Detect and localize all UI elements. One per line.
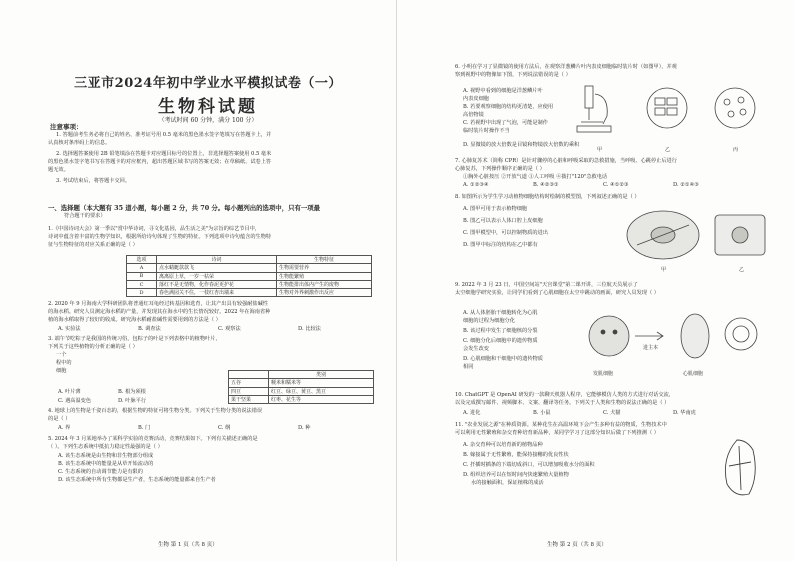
q9-option: 相同 <box>463 364 474 370</box>
q11-line: 11. "农业发展之源"在种质资源。某种花生在高温环境下会产生多种有益的物质，生物技术中 <box>455 422 667 428</box>
table-cell: D <box>127 289 157 297</box>
q1-line: 征与生物特征的对应关系正确的是（ ） <box>48 242 138 248</box>
exam-subtitle: 生物科试题 <box>158 97 258 117</box>
exam-time-note: （考试时间 60 分钟，满分 100 分） <box>158 117 258 124</box>
q5-option: D. 该生态系统中所有生物都是生产者，生态系统的能量都来自生产者 <box>58 477 216 483</box>
q4-option: D. 种 <box>298 425 311 431</box>
q4-option: C. 纲 <box>218 425 231 431</box>
table-row <box>127 272 372 280</box>
q3-option: D. 叶脉平行 <box>118 398 147 404</box>
q3-extra: 程中的 <box>56 360 72 366</box>
q3-option: B. 根为须根 <box>118 389 146 395</box>
q7-steps: ①胸外心脏按压 ②开放气道 ③人工呼吸 ④拨打"120"急救电话 <box>463 174 608 180</box>
table-cell: 春色满园关不住，一枝红杏出墙来 <box>157 289 277 297</box>
q10-option: D. 华南虎 <box>673 410 696 416</box>
q4-option: A. 界 <box>58 425 71 431</box>
q7-option: D. ②①④③ <box>673 182 699 188</box>
q11-extra: 水的接触面积，保证植株的成活 <box>471 480 544 486</box>
notice-line: 认真核对条形码上的信息。 <box>48 140 111 146</box>
table-row <box>229 395 374 403</box>
notice-line: 的黑色墨水签字笔书写在答题卡的对应框内，超出答题区域书写的答案无效；在草稿纸、试卷上答 <box>48 159 272 165</box>
q2-line: 的海水稻。研究人员测定海水稻的产量，并发现其在海水中的生长情况较好。2022 年在海南省种 <box>48 309 271 315</box>
q6-option: D. 显微镜的放大倍数是目镜和物镜放大倍数的乘积 <box>463 142 580 148</box>
q3-line: 3. 端午节吃粽子是我国的传统习俗，包粽子的叶是下列表格中的植物叶片， <box>48 336 221 342</box>
table-cell: 五谷 <box>229 379 269 387</box>
page-footer: 生物 第 2 页（共 8 页） <box>547 542 607 548</box>
q5-option: A. 该生态系统是由生物和非生物部分组成 <box>58 453 154 459</box>
figure-label: 丙 <box>733 147 739 153</box>
cell-view-icon <box>715 88 755 128</box>
table-header: 生物特征 <box>277 256 372 264</box>
q3-line: 下列关于这些植物的分析正确的是（ ） <box>48 344 138 350</box>
q10-option: B. 小鼠 <box>533 410 551 416</box>
q8-line: 8. 如图所示为学生学习动植物细胞结构时绘制的模型图，下列叙述正确的是（ ） <box>455 194 640 200</box>
q6-option: A. 视野中看到的细胞是洋葱鳞片叶 <box>463 88 543 94</box>
q2-option: A. 实验法 <box>58 326 81 332</box>
q11-figure <box>715 436 771 502</box>
table-row <box>127 289 372 297</box>
q9-figure <box>583 300 773 378</box>
exam-title: 三亚市2024年初中学业水平模拟试卷（一） <box>74 76 342 91</box>
q7-line: 心肺复苏，下列操作顺序正确的是（ ） <box>455 166 545 172</box>
notice-line: 题无效。 <box>48 167 69 173</box>
table-header: 诗词 <box>157 256 277 264</box>
q11-option: A. 杂交育种可以培育新的植物品种 <box>463 442 543 448</box>
table-cell: 果干坚果 <box>229 395 269 403</box>
q11-option: C. 扦插时插条的下端切成斜口，可以增加吸收水分的面积 <box>463 462 595 468</box>
q6-option: 内表皮细胞 <box>463 96 489 102</box>
target-cell-icon <box>725 318 757 350</box>
q6-line: 6. 小明在学习了显微镜的使用方法后，在观察洋葱鳞片叶内表皮细胞临时装片时（如图甲），并观 <box>455 64 677 70</box>
figure-label: 发肌细胞 <box>593 371 614 377</box>
q11-option: D. 组织培养可以在短时间内快速繁殖大量植物 <box>463 472 569 478</box>
right-page <box>397 0 794 561</box>
notice-line: 1. 答题前考生务必将自己的姓名、准考证号用 0.5 毫米的黑色墨水签字笔填写在答题卡上，并 <box>56 132 272 138</box>
section-title: 一、选择题（本大题有 35 道小题，每小题 2 分，共 70 分。每小题列出的选项中，只有一项最 <box>48 204 321 212</box>
section-title-cont: 符合题干的要求） <box>64 213 106 219</box>
q10-line: 以及完成撰写邮件、视频脚本、文案、翻译等任务。下列关于人类和生物的说法正确的是（ ） <box>455 400 670 406</box>
q10-option: A. 进化 <box>463 410 481 416</box>
q11-option: B. 嫁接属于无性繁殖，能保持接穗的优良性状 <box>463 452 569 458</box>
q2-option: B. 调查法 <box>138 326 161 332</box>
table-cell: A <box>127 264 157 272</box>
cell-model-icon <box>627 211 699 259</box>
q6-figure <box>575 80 765 142</box>
notice-line: 3. 考试结束后，将答题卡交回。 <box>56 178 131 184</box>
table-cell: 生物能繁殖 <box>277 272 372 280</box>
plant-graft-icon <box>725 440 755 495</box>
q8-option: A. 图甲可用于表示植物细胞 <box>463 206 528 212</box>
q1-line: 1.《中国诗词大会》第一季以"赏中华诗词，寻文化基因，品生活之美"为宗旨的综艺节目中， <box>48 226 261 232</box>
table-cell: B <box>127 272 157 280</box>
q8-option: D. 图甲中标注的结构在乙中都有 <box>463 242 538 248</box>
table-row <box>127 264 372 272</box>
q6-line: 察到视野中的物像如下图，下列说法错误的是（ ） <box>455 72 571 78</box>
q10-option: C. 犬猫 <box>603 410 621 416</box>
q11-line: 可以利用无性繁殖和杂交育种培育新品种，某同学学习了这部分知识后做了下列推测（ ） <box>455 430 659 436</box>
table-row <box>127 280 372 288</box>
table-row <box>229 387 374 395</box>
q6-option: 高倍物镜 <box>463 112 484 118</box>
q5-line: （ ）。下列生态系统中抵抗力稳定性最强的是（ ） <box>48 444 163 450</box>
microscope-icon <box>577 86 611 132</box>
table-header-row <box>229 371 374 379</box>
arrow-icon <box>635 332 663 340</box>
q4-line: 4. 地球上的生物是千姿百态的，根据生物的特征可将生物分类。下列关于生物分类的说法错误 <box>48 408 263 414</box>
table-row <box>229 379 374 387</box>
q3-option: C. 遇高温变色 <box>58 398 92 404</box>
table-cell: 落红不是无情物，化作春泥更护花 <box>157 280 277 288</box>
q7-option: A. ①②③④ <box>463 182 489 188</box>
q3-table <box>228 370 374 404</box>
figure-label: 甲 <box>661 267 667 273</box>
table-cell: 生物需要营养 <box>277 264 372 272</box>
q9-option: 细胞的过程为细胞分化 <box>463 318 515 324</box>
q9-option: A. 从人体胚胎干细胞转化为心肌 <box>463 310 538 316</box>
table-cell: 红枣、花生等 <box>269 395 374 403</box>
table-cell: 离离原上草，一岁一枯荣 <box>157 272 277 280</box>
notice-title: 注意事项： <box>50 123 83 131</box>
figure-label: 心肌细胞 <box>683 371 704 377</box>
table-cell: 粳米和糯米等 <box>269 379 374 387</box>
table-cell: 四豆 <box>229 387 269 395</box>
q4-option: B. 门 <box>138 425 151 431</box>
q8-option: B. 图乙可以表示人体口腔上皮细胞 <box>463 218 543 224</box>
table-header <box>229 371 269 379</box>
q2-line: 植的海水稻取得了较好的收成。研究海水稻耐盐碱性需要用到的方法是（ ） <box>48 317 221 323</box>
table-cell: 生物能排出体内产生的废物 <box>277 280 372 288</box>
q2-line: 2. 2020 年 9 月海南大学科研团队将普通红耳龟经过转基因和选育，让其产出具有较强耐盐碱性 <box>48 301 268 307</box>
table-cell: 红豆、绿豆、黄豆、黑豆 <box>269 387 374 395</box>
q5-line: 5. 2024 年 3 月某地举办了某科学实验的竞赛活动，竞赛结果如下。下列有关描述正确的是 <box>48 436 258 442</box>
q6-option: B. 若要观察细胞的结构更清楚，应使用 <box>463 104 554 110</box>
q1-line: 诗词中蕴含着丰富的生物学知识，根据所给诗句体现了生物的特征。下列选项中诗句蕴含的生物特 <box>48 234 272 240</box>
q9-option: C. 细胞分化后细胞中的遗传物质 <box>463 338 538 344</box>
heart-cell-icon <box>681 314 709 358</box>
table-header: 选项 <box>127 256 157 264</box>
stem-cell-icon <box>589 316 629 356</box>
q7-line: 7. 心肺复苏术（简称 CPR）是针对骤停的心脏和呼吸采取的急救措施，当呼吸、心跳停止后进行 <box>455 158 677 164</box>
q9-line: 太空细胞学研究实验，让同学们看到了心肌细胞在太空中跳动的画面，研究人员发现（ ） <box>455 290 659 296</box>
q8-figure <box>623 205 773 265</box>
page-footer: 生物 第 1 页（共 8 页） <box>158 542 218 548</box>
q6-option: 临时装片时操作不当 <box>463 128 510 134</box>
q9-option: D. 心肌细胞和干细胞中的遗传物质 <box>463 356 543 362</box>
q5-option: B. 该生态系统中的能量是从草开始流动的 <box>58 461 154 467</box>
table-header-row <box>127 256 372 264</box>
q1-table <box>126 255 372 297</box>
q9-option: B. 该过程中发生了细胞核的分裂 <box>463 328 538 334</box>
table-header: 类别 <box>269 371 374 379</box>
q3-option: A. 叶片薄 <box>58 389 81 395</box>
figure-label: 进主本 <box>643 345 659 351</box>
table-cell: 生物对外界刺激作出反应 <box>277 289 372 297</box>
q8-option: C. 图甲模型中，可以控制物质的进出 <box>463 230 548 236</box>
q10-line: 10. ChatGPT 是 OpenAI 研发的一款聊天机器人程序，它能够模仿人类的方式进行对话交流， <box>455 392 675 398</box>
cell-view-icon <box>647 88 687 128</box>
q9-option: 会发生改变 <box>463 346 489 352</box>
cell-model-icon <box>715 215 765 255</box>
q4-line: 的是（ ） <box>48 416 71 422</box>
q5-option: C. 生态系统的自动调节能力是有限的 <box>58 469 143 475</box>
q6-option: C. 若视野中出现了气泡，可能是制作 <box>463 120 548 126</box>
q2-option: C. 观察法 <box>218 326 241 332</box>
q7-option: B. ④②③① <box>533 182 559 188</box>
table-cell: 点水蜻蜓款款飞 <box>157 264 277 272</box>
q9-line: 9. 2022 年 3 月 23 日，中国空间站"天宫课堂"第二课开讲，三位航天员展示了 <box>455 282 638 288</box>
figure-label: 乙 <box>665 147 671 153</box>
notice-line: 2. 选择题答案使用 2B 铅笔填涂在答题卡对应题目标号的位置上，非选择题答案使用 0.5 毫米 <box>56 151 272 157</box>
figure-label: 甲 <box>597 147 603 153</box>
q3-extra: 一个 <box>56 352 67 358</box>
q2-option: D. 比较法 <box>298 326 321 332</box>
table-cell: C <box>127 280 157 288</box>
q7-option: C. ④①②③ <box>603 182 629 188</box>
q3-extra: 细胞 <box>56 368 67 374</box>
figure-label: 乙 <box>739 267 745 273</box>
